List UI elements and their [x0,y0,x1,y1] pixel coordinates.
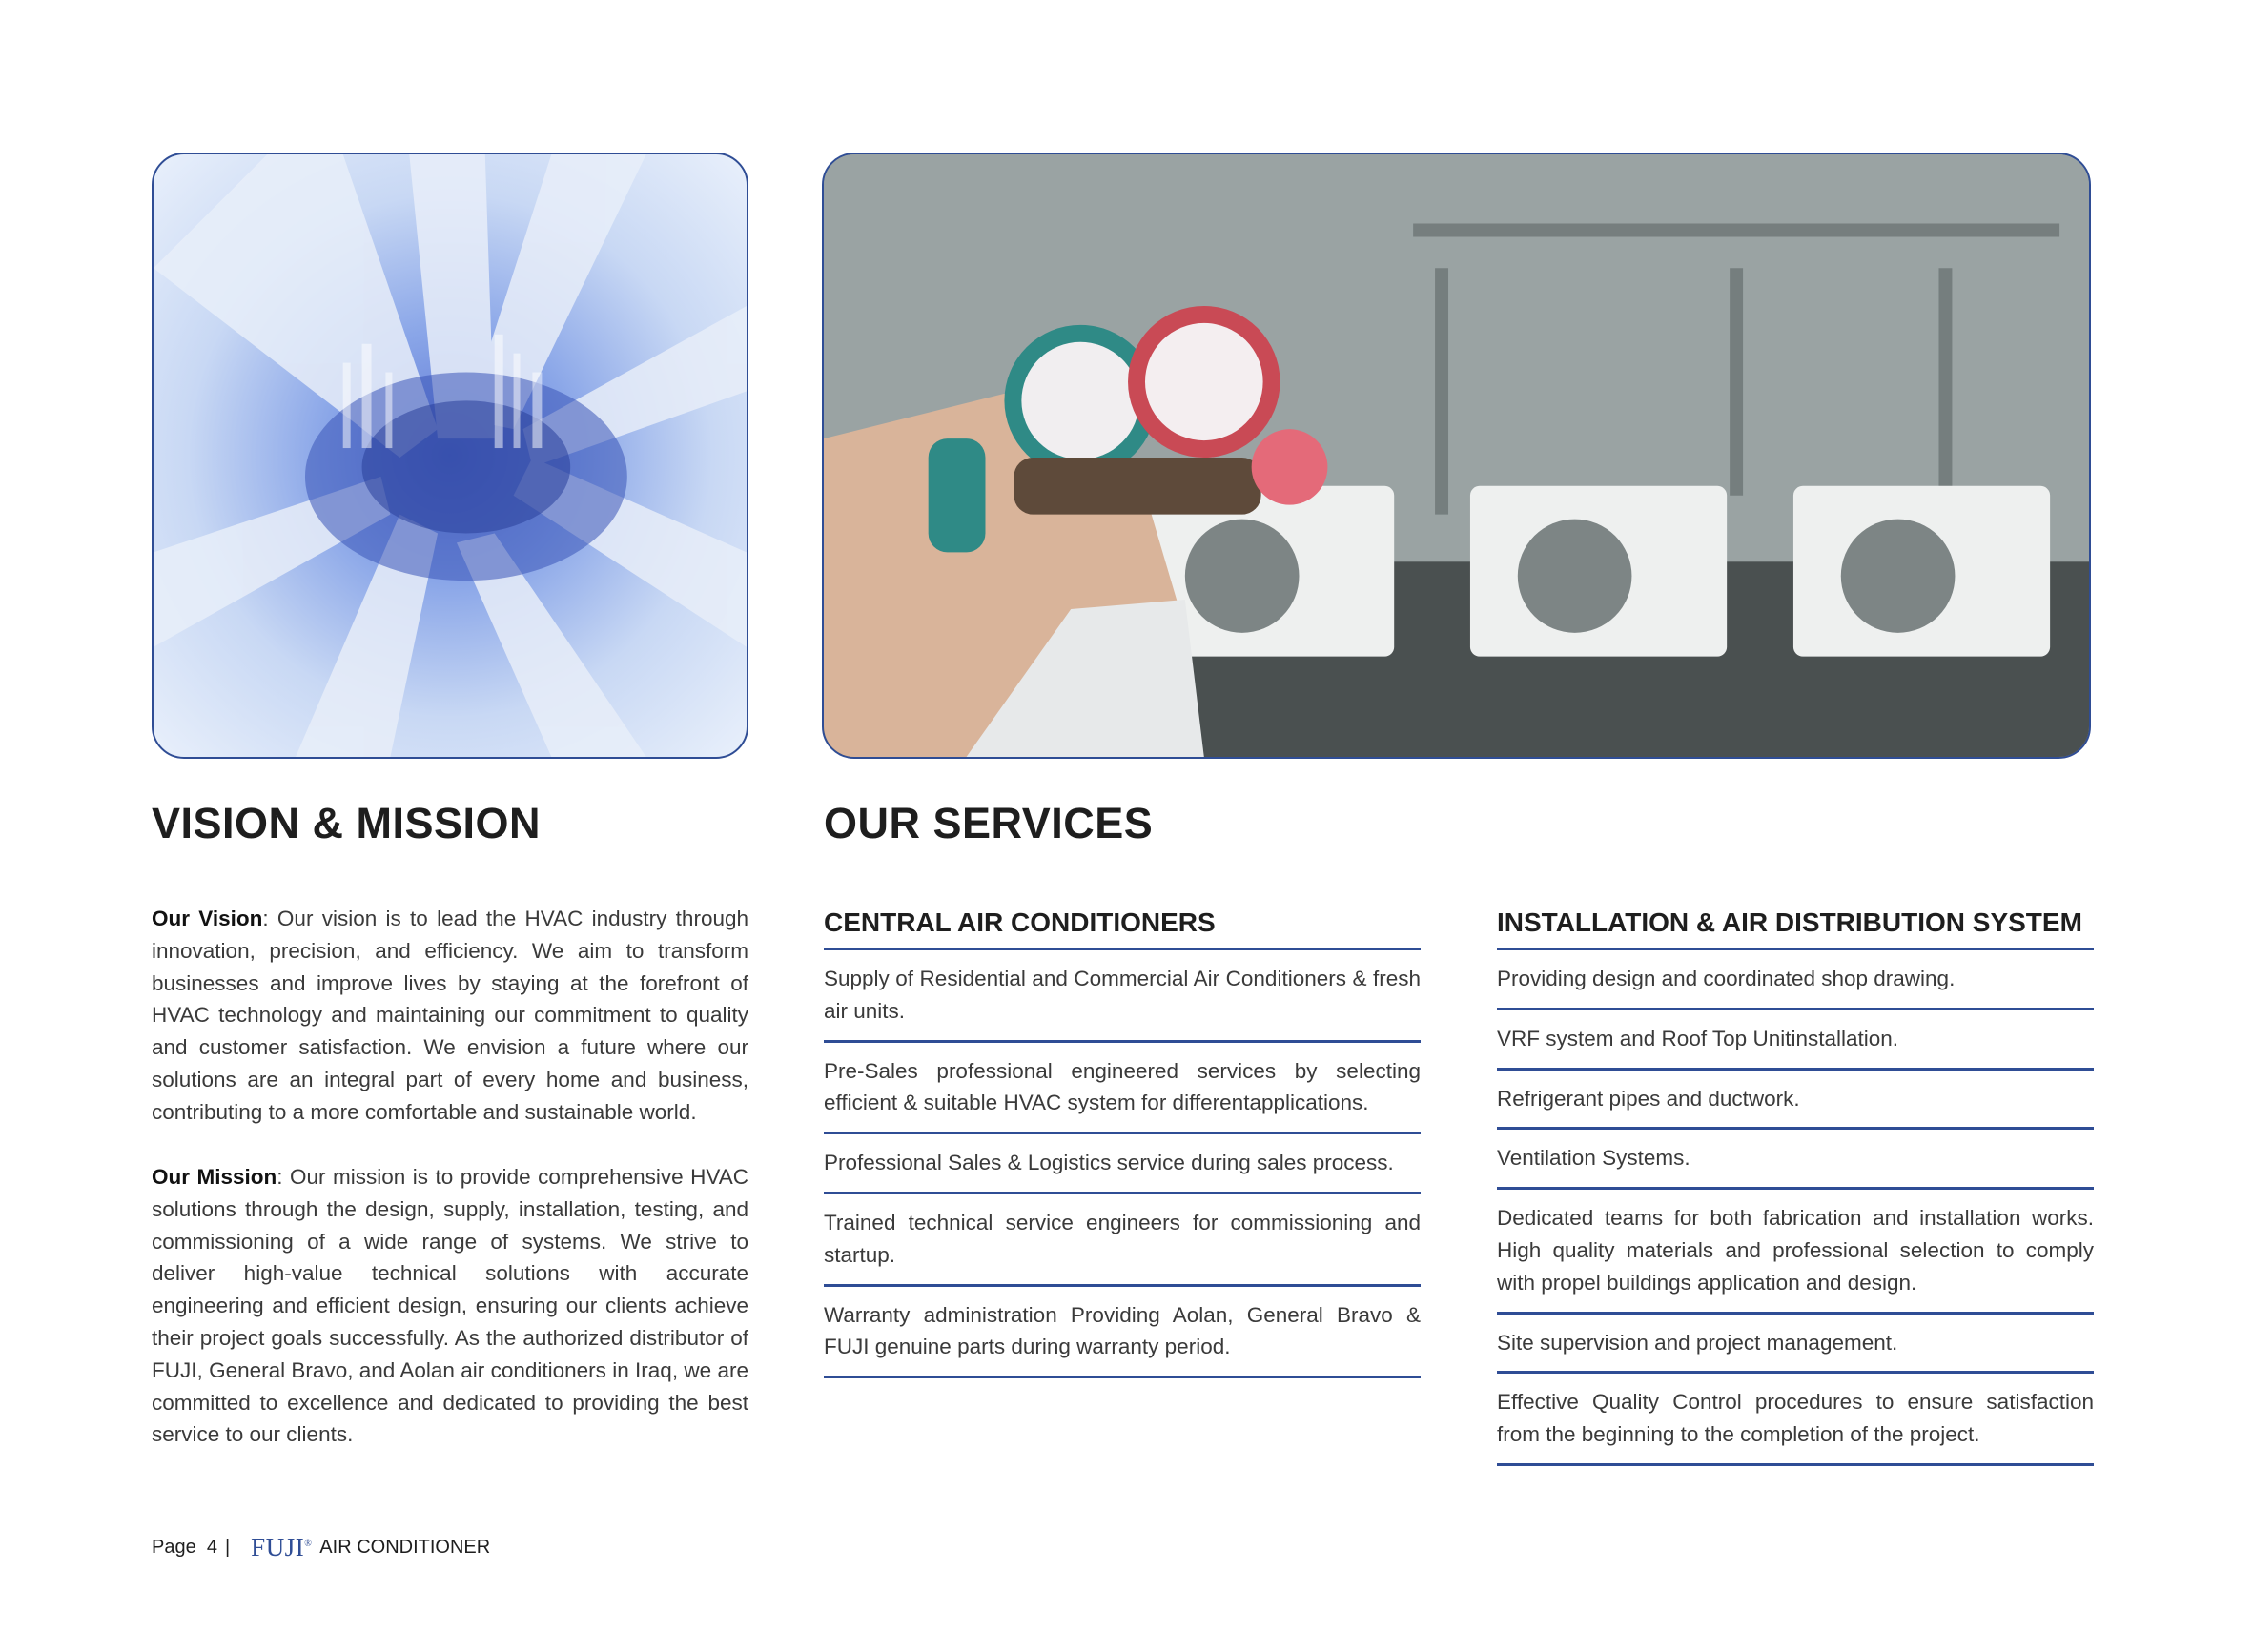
list-item: Providing design and coordinated shop drawing. [1497,950,2094,1010]
installation-list [1497,950,2094,1466]
installation-heading: INSTALLATION & AIR DISTRIBUTION SYSTEM [1497,906,2094,950]
central-ac-heading: CENTRAL AIR CONDITIONERS [824,906,1421,950]
team-hands-photo [152,153,748,759]
mission-paragraph [152,1161,748,1451]
installation-column [1497,906,2094,1466]
mission-label: Our Mission [152,1165,277,1189]
product-label: AIR CONDITIONER [319,1537,491,1558]
vision-label: Our Vision [152,907,263,930]
list-item: Ventilation Systems. [1497,1130,2094,1190]
vision-paragraph [152,903,748,1129]
list-item: Refrigerant pipes and ductwork. [1497,1071,2094,1131]
list-item: Dedicated teams for both fabrication and installation works. High quality materials and professional selection to comply with propel buildings application and design. [1497,1190,2094,1314]
page-footer [152,1533,490,1562]
list-item: Site supervision and project management. [1497,1315,2094,1375]
vision-text: : Our vision is to lead the HVAC industry through innovation, precision, and efficiency. We aim to transform businesses and improve lives by staying at the forefront of HVAC technology and maintaining our commitment to quality and customer satisfaction. We envision a future where our solutions are an integral part of every home and business, contributing to a more comfortable and sustainable world. [152,907,748,1124]
brand-name: FUJI [251,1533,305,1561]
mission-text: : Our mission is to provide comprehensive HVAC solutions through the design, supply, installation, testing, and commissioning of a wide range of systems. We strive to deliver high-value technical solutions with accurate engineering and efficient design, ensuring our clients achieve their project goals successfully. As the authorized distributor of FUJI, General Bravo, and Aolan air conditioners in Iraq, we are committed to excellence and dedicated to providing the best service to our clients. [152,1165,749,1447]
hvac-technician-gauges-photo [822,153,2091,759]
vision-mission-title: VISION & MISSION [152,799,542,847]
page-label: Page [152,1537,196,1558]
central-ac-column [824,906,1421,1378]
fuji-logo [251,1533,312,1562]
footer-separator: | [224,1537,231,1558]
page-number: 4 [206,1537,217,1558]
list-item: Trained technical service engineers for commissioning and startup. [824,1194,1421,1287]
team-hands-illustration [154,154,747,757]
list-item: Effective Quality Control procedures to ensure satisfaction from the beginning to the completion of the project. [1497,1374,2094,1466]
list-item: Professional Sales & Logistics service during sales process. [824,1134,1421,1194]
list-item: Supply of Residential and Commercial Air Conditioners & fresh air units. [824,950,1421,1043]
central-ac-list [824,950,1421,1378]
list-item: Pre-Sales professional engineered services by selecting efficient & suitable HVAC system for differentapplications. [824,1043,1421,1135]
registered-mark: ® [304,1539,313,1549]
technician-illustration [824,154,2089,757]
list-item: Warranty administration Providing Aolan, General Bravo & FUJI genuine parts during warranty period. [824,1287,1421,1379]
list-item: VRF system and Roof Top Unitinstallation. [1497,1010,2094,1071]
services-title: OUR SERVICES [824,799,1154,847]
